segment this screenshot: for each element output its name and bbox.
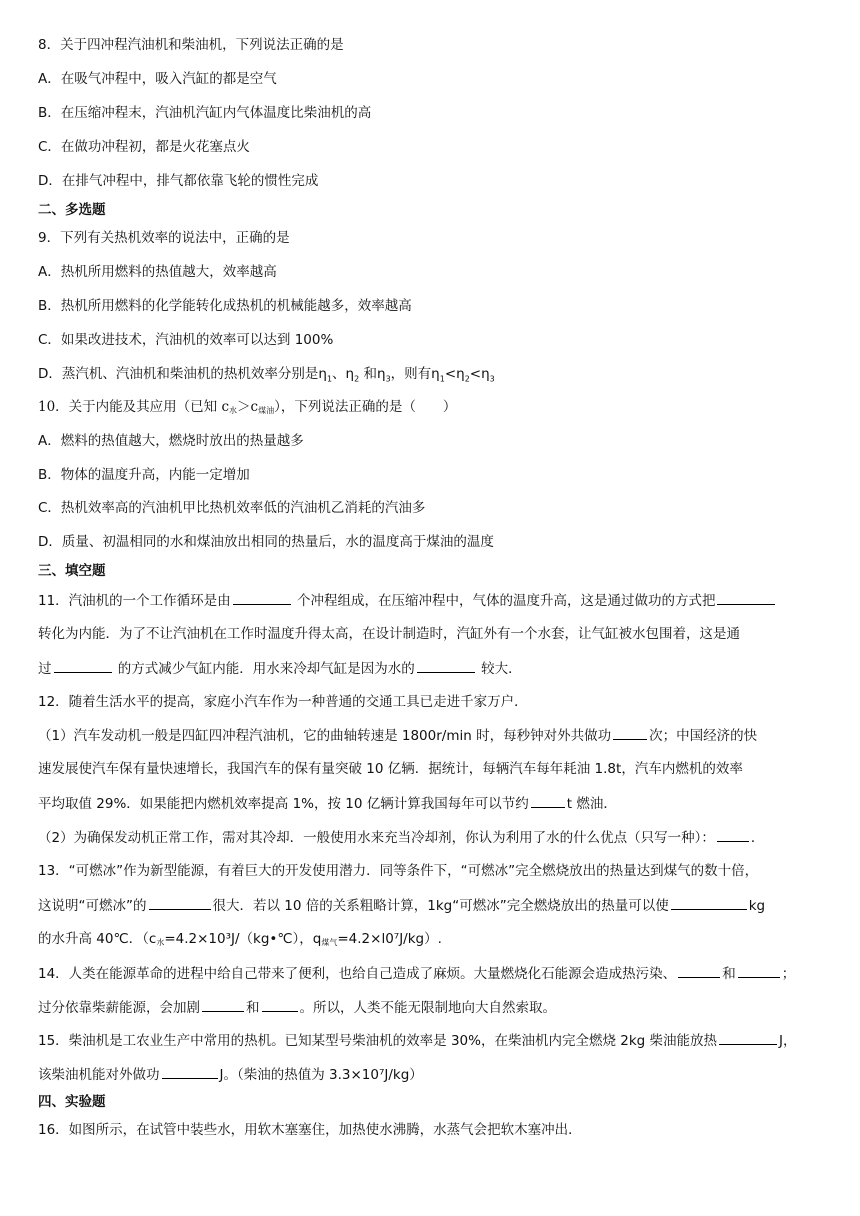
q14-text: 。所以，人类不能无限制地向大自然索取。 — [299, 1000, 556, 1016]
answer-blank[interactable] — [613, 725, 647, 740]
section-heading-multi-choice: 二、多选题 — [38, 202, 106, 218]
q11-line-1 — [38, 590, 777, 611]
answer-blank[interactable] — [717, 827, 749, 842]
answer-blank[interactable] — [149, 895, 211, 910]
q13-sub: 水 — [156, 938, 165, 947]
q12-text: t 燃油． — [566, 796, 617, 812]
answer-blank[interactable] — [202, 997, 244, 1012]
q13-line-1: 13．“可燃冰”作为新型能源，有着巨大的开发使用潜力．同等条件下，“可燃冰”完全燃烧放出的热量达到煤气的数十倍， — [38, 863, 759, 879]
q9-option-d — [38, 364, 495, 390]
answer-blank[interactable] — [262, 997, 298, 1012]
q12-text: ． — [750, 830, 765, 846]
section-heading-experiment: 四、实验题 — [38, 1094, 106, 1110]
q8-option-d: D．在排气冲程中，排气都依靠飞轮的惯性完成 — [38, 173, 319, 189]
answer-blank[interactable] — [671, 895, 747, 910]
q12-text: 次；中国经济的快 — [649, 728, 758, 744]
q13-text: 很大．若以 10 倍的关系粗略计算，1kg“可燃冰”完全燃烧放出的热量可以使 — [212, 898, 669, 914]
q8-option-c: C．在做功冲程初，都是火花塞点火 — [38, 139, 250, 155]
answer-blank[interactable] — [738, 963, 780, 978]
q12-text: 平均取值 29%．如果能把内燃机效率提高 1%，按 10 亿辆计算我国每年可以节约 — [38, 796, 529, 812]
q14-text: 和 — [722, 966, 736, 982]
q10-option-b: B．物体的温度升高，内能一定增加 — [38, 467, 250, 483]
q9-d-text: <η — [469, 366, 490, 382]
q15-line-1 — [38, 1030, 797, 1051]
q13-text: =4.2×10³J/（kg•℃），q — [164, 931, 322, 947]
q14-text: 和 — [246, 1000, 260, 1016]
q15-line-2 — [38, 1064, 423, 1085]
q9-option-a: A．热机所用燃料的热值越大，效率越高 — [38, 264, 277, 280]
q12-part1-line-3 — [38, 793, 617, 814]
q8-option-b: B．在压缩冲程末，汽油机汽缸内气体温度比柴油机的高 — [38, 105, 372, 121]
q11-text: 个冲程组成，在压缩冲程中，气体的温度升高，这是通过做功的方式把 — [292, 593, 716, 609]
q11-text: 过 — [38, 661, 52, 677]
q15-text: 该柴油机能对外做功 — [38, 1067, 160, 1083]
q11-text: 的方式减少气缸内能．用水来冷却气缸是因为水的 — [113, 661, 415, 677]
q9-stem: 9．下列有关热机效率的说法中，正确的是 — [38, 230, 290, 246]
q9-d-text: <η — [444, 366, 465, 382]
q12-stem: 12．随着生活水平的提高，家庭小汽车作为一种普通的交通工具已走进千家万户． — [38, 694, 528, 710]
q12-text: （2）为确保发动机正常工作，需对其冷却．一般使用水来充当冷却剂，你认为利用了水的什么优点（只写一种）： — [38, 830, 715, 846]
answer-blank[interactable] — [417, 658, 475, 673]
q9-d-text: ，则有η — [390, 366, 440, 382]
q8-stem: 8．关于四冲程汽油机和柴油机，下列说法正确的是 — [38, 37, 344, 53]
q11-text: 较大． — [476, 661, 522, 677]
q14-line-2 — [38, 997, 556, 1018]
q11-line-2: 转化为内能．为了不让汽油机在工作时温度升得太高，在设计制造时，汽缸外有一个水套，让气缸被水包围着，这是通 — [38, 626, 740, 642]
answer-blank[interactable] — [678, 963, 720, 978]
q12-part1-line-1 — [38, 725, 757, 746]
q13-text: =4.2×l0⁷J/kg）. — [337, 931, 442, 947]
q9-d-sub: 1 — [326, 374, 333, 384]
q14-text: ； — [781, 966, 796, 982]
q10-sub-kerosene: 煤油 — [258, 406, 275, 415]
q12-part2 — [38, 827, 764, 848]
section-heading-fill-blank: 三、填空题 — [38, 563, 106, 579]
q9-d-sub: 2 — [354, 374, 360, 384]
q15-text: J。（柴油的热值为 3.3×10⁷J/kg） — [219, 1067, 423, 1083]
q10-stem-text: 10．关于内能及其应用（已知 c — [38, 399, 230, 415]
q9-d-text: 、η — [332, 366, 355, 382]
q9-option-c: C．如果改进技术，汽油机的效率可以达到 100% — [38, 332, 334, 348]
q14-text: 14．人类在能源革命的进程中给自己带来了便利，也给自己造成了麻烦。大量燃烧化石能源会造成热污染、 — [38, 966, 677, 982]
q13-text: 的水升高 40℃．（c — [38, 931, 157, 947]
answer-blank[interactable] — [162, 1064, 218, 1079]
q10-stem-text: ），下列说法正确的是（ ） — [274, 399, 457, 415]
q10-sub-water: 水 — [229, 406, 238, 415]
q15-text: 15．柴油机是工农业生产中常用的热机。已知某型号柴油机的效率是 30%，在柴油机内完全燃烧 2kg 柴油能放热 — [38, 1033, 718, 1049]
q9-d-text: 和η — [359, 366, 386, 382]
q10-option-a: A．燃料的热值越大，燃烧时放出的热量越多 — [38, 433, 304, 449]
q9-d-text: D．蒸汽机、汽油机和柴油机的热机效率分别是η — [38, 366, 327, 382]
answer-blank[interactable] — [717, 590, 775, 605]
q14-line-1 — [38, 963, 795, 984]
q12-part1-line-2: 速发展使汽车保有量快速增长，我国汽车的保有量突破 10 亿辆．据统计，每辆汽车每年耗油 1.8t，汽车内燃机的效率 — [38, 761, 743, 777]
q12-text: （1）汽车发动机一般是四缸四冲程汽油机，它的曲轴转速是 1800r/min 时，每秒钟对外共做功 — [38, 728, 612, 744]
q8-option-a: A．在吸气冲程中，吸入汽缸的都是空气 — [38, 71, 277, 87]
q13-text: 这说明“可燃冰”的 — [38, 898, 147, 914]
answer-blank[interactable] — [719, 1030, 777, 1045]
q9-d-sub: 3 — [489, 374, 495, 384]
answer-blank[interactable] — [531, 793, 565, 808]
q11-line-3 — [38, 658, 522, 679]
q13-line-2 — [38, 895, 765, 916]
q10-stem — [38, 397, 456, 421]
q13-text: kg — [748, 898, 766, 914]
q16-stem: 16．如图所示，在试管中装些水，用软木塞塞住，加热使水沸腾，水蒸气会把软木塞冲出． — [38, 1122, 582, 1138]
answer-blank[interactable] — [233, 590, 291, 605]
q10-stem-text: ＞c — [237, 399, 259, 415]
q14-text: 过分依靠柴薪能源，会加剧 — [38, 1000, 200, 1016]
q9-option-b: B．热机所用燃料的化学能转化成热机的机械能越多，效率越高 — [38, 298, 412, 314]
q10-option-d: D．质量、初温相同的水和煤油放出相同的热量后，水的温度高于煤油的温度 — [38, 534, 494, 550]
answer-blank[interactable] — [54, 658, 112, 673]
q10-option-c: C．热机效率高的汽油机甲比热机效率低的汽油机乙消耗的汽油多 — [38, 500, 426, 516]
q13-sub: 煤气 — [321, 938, 338, 947]
q9-d-sub: 1 — [439, 374, 445, 384]
q15-text: J， — [779, 1033, 797, 1049]
q13-line-3 — [38, 929, 442, 953]
q9-d-sub: 2 — [464, 374, 470, 384]
q9-d-sub: 3 — [385, 374, 391, 384]
q11-text: 11．汽油机的一个工作循环是由 — [38, 593, 231, 609]
